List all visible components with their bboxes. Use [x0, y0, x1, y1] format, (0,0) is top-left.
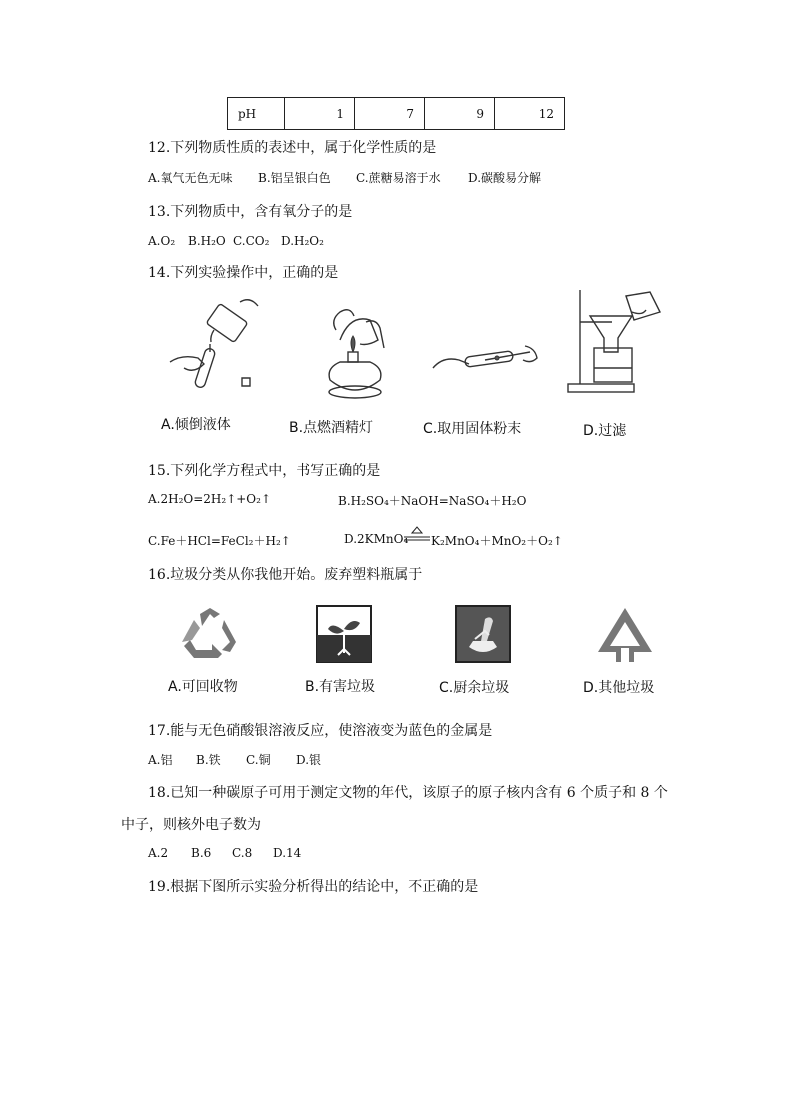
q12-option-c: C.蔗糖易溶于水: [356, 171, 441, 185]
q14-option-b: B.点燃酒精灯: [289, 420, 374, 436]
question-18-stem-line1: 18.已知一种碳原子可用于测定文物的年代，该原子的原子核内含有 6 个质子和 8 个: [148, 785, 668, 801]
q12-option-b: B.铝呈银白色: [258, 171, 331, 185]
question-17-stem: 17.能与无色硝酸银溶液反应，使溶液变为蓝色的金属是: [148, 723, 493, 739]
ph-value-cell: 1: [285, 98, 355, 130]
q14-option-c: C.取用固体粉末: [423, 421, 522, 437]
q17-option-a: A.铝: [148, 753, 173, 767]
solid-powder-illustration: [425, 332, 545, 392]
q16-option-c: C.厨余垃圾: [439, 680, 510, 696]
q14-option-d: D.过滤: [583, 423, 627, 439]
question-12-stem: 12.下列物质性质的表述中，属于化学性质的是: [148, 140, 437, 156]
q16-option-d: D.其他垃圾: [583, 680, 655, 696]
q12-option-a: A.氧气无色无味: [148, 171, 233, 185]
q16-option-a: A.可回收物: [168, 679, 238, 695]
q18-option-b: B.6: [191, 846, 212, 860]
question-15-stem: 15.下列化学方程式中，书写正确的是: [148, 463, 381, 479]
q17-option-d: D.银: [296, 753, 322, 767]
q17-option-b: B.铁: [196, 753, 221, 767]
alcohol-lamp-illustration: [310, 300, 400, 405]
question-18-stem-line2: 中子，则核外电子数为: [121, 817, 261, 833]
pouring-liquid-illustration: [160, 292, 270, 402]
q14-option-a: A.倾倒液体: [161, 417, 231, 433]
question-19-stem: 19.根据下图所示实验分析得出的结论中，不正确的是: [148, 879, 479, 895]
q15-option-b: B.H₂SO₄＋NaOH=NaSO₄＋H₂O: [338, 494, 527, 508]
q13-option-c: C.CO₂: [233, 234, 270, 248]
q13-option-b: B.H₂O: [188, 234, 226, 248]
filtration-illustration: [560, 286, 675, 396]
kitchen-waste-icon: [455, 605, 511, 663]
question-14-stem: 14.下列实验操作中，正确的是: [148, 265, 339, 281]
q18-option-c: C.8: [232, 846, 253, 860]
question-13-stem: 13.下列物质中，含有氧分子的是: [148, 204, 353, 220]
q12-option-d: D.碳酸易分解: [468, 171, 542, 185]
question-16-stem: 16.垃圾分类从你我他开始。废弃塑料瓶属于: [148, 567, 423, 583]
ph-value-cell: 12: [495, 98, 565, 130]
ph-table: [227, 97, 565, 130]
ph-label-cell: pH: [228, 98, 285, 130]
q15-option-d-products: K₂MnO₄＋MnO₂＋O₂↑: [431, 534, 563, 548]
heating-condition-sign: [402, 524, 432, 546]
q17-option-c: C.铜: [246, 753, 271, 767]
q18-option-a: A.2: [148, 846, 169, 860]
ph-value-cell: 9: [425, 98, 495, 130]
ph-value-cell: 7: [355, 98, 425, 130]
q16-option-b: B.有害垃圾: [305, 679, 376, 695]
q13-option-d: D.H₂O₂: [281, 234, 324, 248]
q15-option-c: C.Fe＋HCl=FeCl₂＋H₂↑: [148, 534, 291, 548]
q15-option-d-reactant: D.2KMnO₄: [344, 532, 409, 546]
q13-option-a: A.O₂: [148, 234, 176, 248]
recycle-icon: [178, 606, 242, 662]
q15-option-a: A.2H₂O=2H₂↑+O₂↑: [148, 492, 272, 506]
hazardous-waste-icon: [316, 605, 372, 663]
ph-table-row: [228, 98, 565, 130]
q18-option-d: D.14: [273, 846, 302, 860]
other-waste-icon: [594, 606, 656, 664]
